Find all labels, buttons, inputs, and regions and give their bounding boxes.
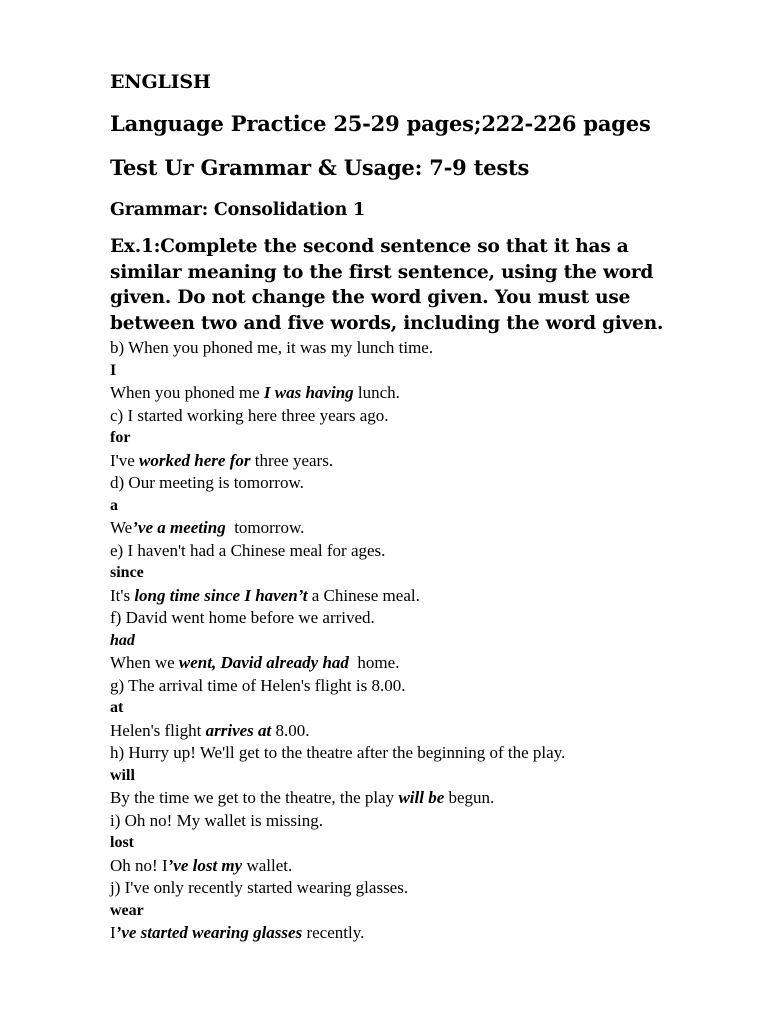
item-prompt: b) When you phoned me, it was my lunch time. [110, 338, 434, 357]
item-keyword: at [110, 699, 124, 716]
item-prompt: d) Our meeting is tomorrow. [110, 473, 304, 492]
exercise-instruction [110, 234, 730, 336]
item-answer-sentence [110, 585, 730, 608]
answer-text: I was having [263, 383, 354, 402]
answer-after: 8.00. [271, 720, 310, 740]
answer-after: a Chinese meal. [307, 585, 420, 605]
answer-before: When we [110, 653, 179, 672]
answer-after: lunch. [353, 383, 400, 402]
item-keyword: since [110, 564, 144, 581]
item-answer-sentence [110, 720, 730, 743]
item-prompt: h) Hurry up! We'll get to the theatre after the beginning of the play. [110, 743, 566, 762]
document-title: ENGLISH [110, 71, 211, 93]
answer-text: long time since I haven’t [134, 585, 308, 605]
item-keyword: had [110, 631, 135, 649]
item-answer-sentence [110, 652, 730, 675]
section-title: Grammar: Consolidation 1 [110, 200, 365, 220]
answer-text: ’ve started wearing glasses [115, 923, 303, 942]
item-keyword: a [110, 496, 118, 514]
answer-text: ’ve a meeting [132, 518, 226, 537]
answer-text: ’ve lost my [167, 855, 243, 875]
item-prompt: g) The arrival time of Helen's flight is 8.00. [110, 675, 406, 695]
answer-before: When you phoned me [110, 383, 264, 402]
instruction-line: given. Do not change the word given. You must use [110, 287, 631, 308]
document-content [110, 70, 730, 945]
answer-before: I've [110, 450, 140, 470]
item-prompt: c) I started working here three years ago. [110, 405, 389, 425]
exercise-items [110, 337, 730, 945]
item-answer-sentence [110, 787, 730, 810]
answer-after: three years. [250, 450, 334, 470]
answer-after: wallet. [242, 855, 293, 875]
item-answer-sentence [110, 382, 730, 405]
item-keyword: lost [110, 834, 134, 851]
answer-after: home. [348, 653, 400, 672]
answer-text: went, David already had [178, 653, 349, 672]
item-answer-sentence [110, 517, 730, 540]
item-answer-sentence [110, 855, 730, 878]
instruction-line: Ex.1:Complete the second sentence so that it has a [110, 236, 629, 257]
item-keyword: will [110, 766, 135, 784]
item-prompt: e) I haven't had a Chinese meal for ages. [110, 540, 386, 560]
instruction-line: between two and five words, including the word given. [110, 312, 664, 334]
item-answer-sentence [110, 450, 730, 473]
item-keyword: I [110, 361, 117, 379]
answer-text: arrives at [205, 720, 272, 740]
answer-after: begun. [444, 788, 495, 807]
answer-before: By the time we get to the theatre, the play [110, 788, 399, 807]
answer-before: We [110, 518, 133, 537]
answer-after: recently. [302, 923, 365, 942]
answer-before: It's [110, 585, 135, 605]
instruction-line: similar meaning to the first sentence, using the word [110, 261, 654, 283]
answer-after: tomorrow. [225, 518, 305, 537]
answer-before: Helen's flight [110, 720, 206, 740]
book-reference-line: Language Practice 25-29 pages;222-226 pages [110, 111, 651, 136]
item-answer-sentence [110, 922, 730, 945]
item-prompt: j) I've only recently started wearing glasses. [110, 878, 409, 897]
item-keyword: for [110, 429, 131, 446]
item-prompt: i) Oh no! My wallet is missing. [110, 810, 323, 830]
item-prompt: f) David went home before we arrived. [110, 608, 375, 627]
answer-before: I [110, 923, 116, 942]
answer-text: worked here for [139, 450, 251, 470]
answer-before: Oh no! I [110, 855, 168, 875]
answer-text: will be [398, 788, 445, 807]
item-keyword: wear [110, 901, 144, 919]
test-reference-line: Test Ur Grammar & Usage: 7-9 tests [110, 155, 530, 180]
